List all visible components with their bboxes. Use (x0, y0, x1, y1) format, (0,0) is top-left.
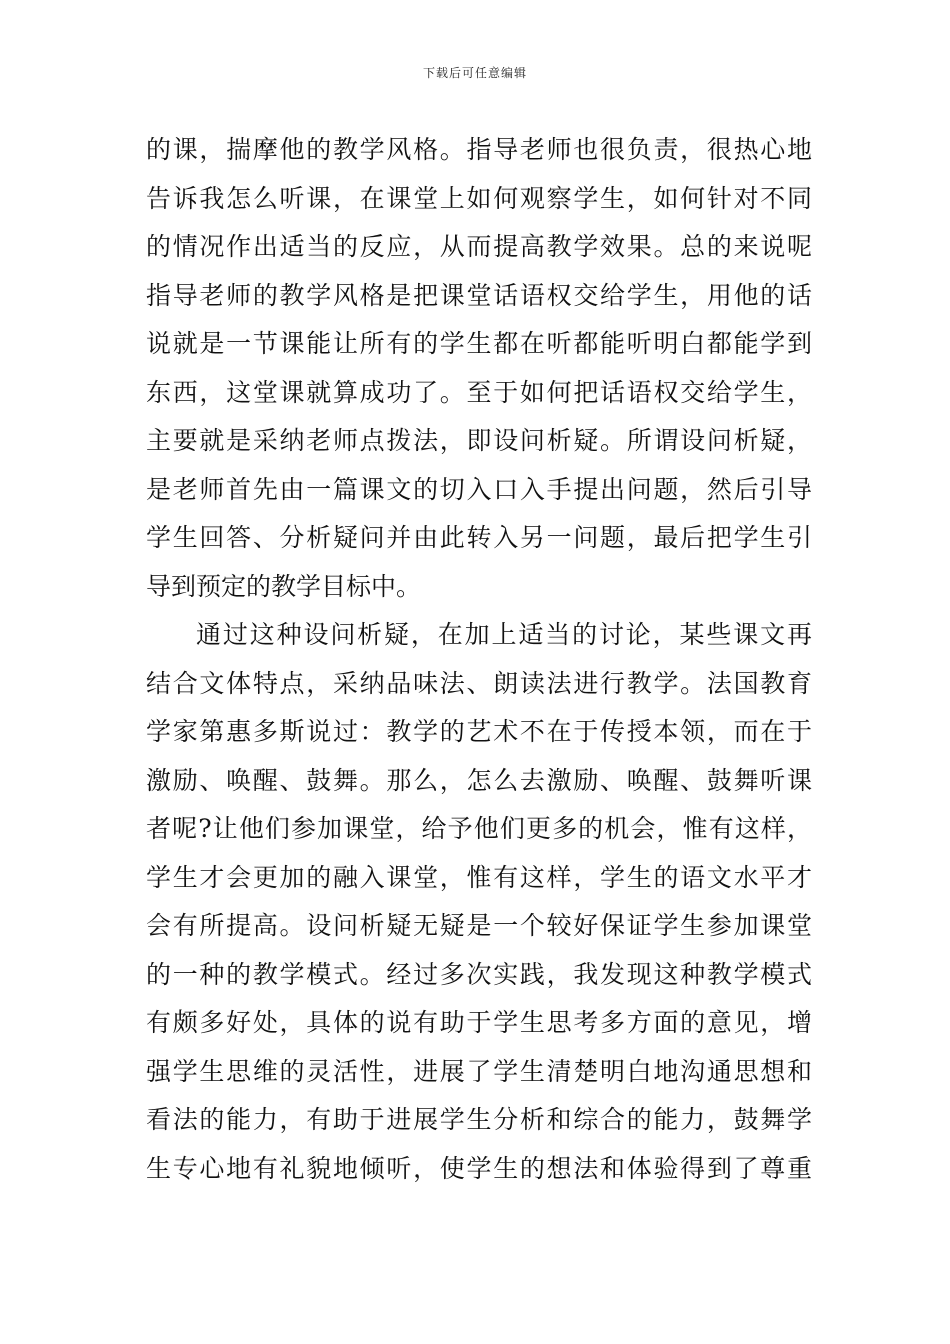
text-line: 学家第惠多斯说过：教学的艺术不在于传授本领，而在于 (146, 717, 812, 746)
text-line: 说就是一节课能让所有的学生都在听都能听明白都能学到 (146, 329, 812, 358)
text-line: 学生回答、分析疑问并由此转入另一问题，最后把学生引 (146, 523, 812, 552)
text-line: 有颇多好处，具体的说有助于学生思考多方面的意见，增 (146, 1008, 812, 1037)
text-line: 导到预定的教学目标中。 (146, 571, 422, 601)
text-line: 告诉我怎么听课，在课堂上如何观察学生，如何针对不同 (146, 183, 812, 213)
text-line: 强学生思维的灵活性，进展了学生清楚明白地沟通思想和 (146, 1056, 812, 1086)
text-line: 结合文体特点，采纳品味法、朗读法进行教学。法国教育 (146, 668, 812, 698)
text-line: 学生才会更加的融入课堂，惟有这样，学生的语文水平才 (146, 862, 812, 892)
text-line: 看法的能力，有助于进展学生分析和综合的能力，鼓舞学 (146, 1105, 812, 1134)
text-line: 主要就是采纳老师点拨法，即设问析疑。所谓设问析疑， (146, 426, 812, 455)
document-body (146, 126, 812, 1193)
paragraph-start-line: 通过这种设问析疑，在加上适当的讨论，某些课文再 (196, 620, 812, 649)
text-line: 生专心地有礼貌地倾听，使学生的想法和体验得到了尊重 (146, 1153, 812, 1183)
text-line: 的情况作出适当的反应，从而提高教学效果。总的来说呢 (146, 232, 812, 261)
text-line: 东西，这堂课就算成功了。至于如何把话语权交给学生， (146, 377, 812, 407)
page-header: 下载后可任意编辑 (422, 66, 527, 80)
text-line: 会有所提高。设问析疑无疑是一个较好保证学生参加课堂 (146, 911, 812, 940)
text-line: 的课，揣摩他的教学风格。指导老师也很负责，很热心地 (146, 135, 812, 164)
text-line: 激励、唤醒、鼓舞。那么，怎么去激励、唤醒、鼓舞听课 (146, 765, 812, 795)
text-line: 者呢?让他们参加课堂，给予他们更多的机会，惟有这样， (146, 814, 812, 843)
text-line: 的一种的教学模式。经过多次实践，我发现这种教学模式 (146, 959, 812, 989)
text-line: 是老师首先由一篇课文的切入口入手提出问题，然后引导 (146, 474, 812, 504)
text-line: 指导老师的教学风格是把课堂话语权交给学生，用他的话 (146, 280, 812, 310)
